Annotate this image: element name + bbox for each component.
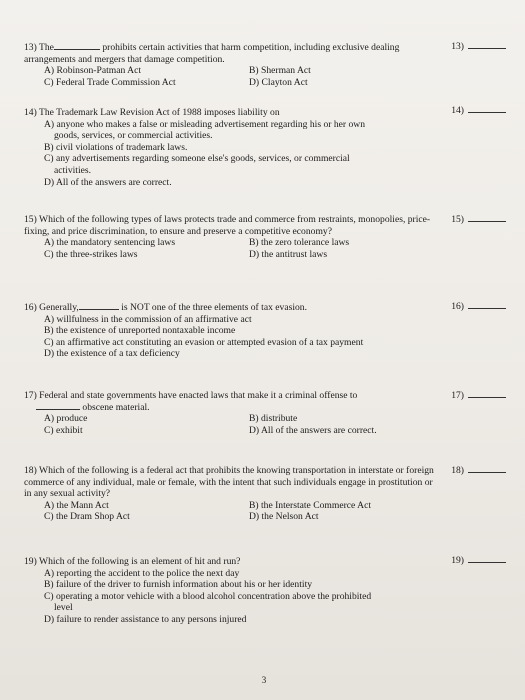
- question-14-option-c-cont: activities.: [54, 164, 92, 176]
- answer-line-18: 18): [442, 464, 512, 477]
- question-18-options: [24, 500, 434, 523]
- question-13: [24, 42, 434, 88]
- question-13-option-c: C) Federal Trade Commission Act: [44, 76, 176, 88]
- answer-blank-19: [468, 554, 506, 563]
- question-18-option-b: B) the Interstate Commerce Act: [249, 499, 372, 511]
- question-16-blank: [79, 309, 119, 310]
- question-16: [24, 302, 434, 360]
- question-14-option-a-cont: goods, services, or commercial activities.: [54, 130, 213, 142]
- question-13-option-a: A) Robinson-Patman Act: [44, 65, 141, 77]
- question-18-stem: 18) Which of the following is a federal act that prohibits the knowing transportation in interstate or foreign commerce of any individual, male or female, with the intent that such individuals engage in prostitution or in any sexual activity?: [24, 465, 434, 500]
- question-16-option-d: D) the existence of a tax deficiency: [44, 348, 180, 360]
- answer-blank-17: [468, 389, 506, 398]
- question-15-option-c: C) the three-strikes laws: [44, 248, 138, 260]
- question-14-option-a: A) anyone who makes a false or misleading advertisement regarding his or her own: [44, 118, 366, 130]
- question-15-stem: 15) Which of the following types of laws protects trade and commerce from restraints, monopolies, price-fixing, and price discrimination, to ensure and preserve a competitive economy?: [24, 214, 431, 237]
- answer-line-16: 16): [442, 300, 512, 313]
- question-19-option-b: B) failure of the driver to furnish information about his or her identity: [44, 579, 313, 591]
- question-16-option-a: A) willfulness in the commission of an affirmative act: [44, 313, 252, 325]
- question-13-options: [24, 65, 434, 88]
- question-17-option-d: D) All of the answers are correct.: [249, 424, 377, 436]
- question-13-blank: [54, 49, 100, 50]
- question-18-option-c: C) the Dram Shop Act: [44, 511, 130, 523]
- question-17: [24, 390, 434, 436]
- question-16-option-b: B) the existence of unreported nontaxable income: [44, 325, 236, 337]
- question-19-option-d: D) failure to render assistance to any persons injured: [44, 613, 247, 625]
- question-17-stem-cont: obscene material.: [24, 402, 434, 414]
- question-15-option-d: D) the antitrust laws: [249, 248, 328, 260]
- answer-line-17: 17): [442, 389, 512, 402]
- question-13-option-b: B) Sherman Act: [249, 65, 311, 77]
- answer-blank-13: [468, 40, 506, 49]
- answer-blank-18: [468, 464, 506, 473]
- question-19-option-c-cont: level: [54, 602, 73, 614]
- question-17-options: [24, 413, 434, 436]
- question-14-stem: 14) The Trademark Law Revision Act of 1988 imposes liability on: [24, 107, 280, 118]
- question-19-stem: 19) Which of the following is an element of hit and run?: [24, 556, 241, 567]
- question-14-option-d: D) All of the answers are correct.: [44, 176, 172, 188]
- answer-blank-15: [468, 213, 506, 222]
- question-18-option-d: D) the Nelson Act: [249, 511, 319, 523]
- question-15-option-a: A) the mandatory sentencing laws: [44, 237, 176, 249]
- question-15: [24, 214, 434, 260]
- question-13-stem: 13) The prohibits certain activities that harm competition, including exclusive dealing arrangements and mergers that damage competition.: [24, 42, 400, 65]
- question-19-option-c: C) operating a motor vehicle with a blood alcohol concentration above the prohibited: [44, 590, 372, 602]
- question-19-option-a: A) reporting the accident to the police the next day: [44, 567, 240, 579]
- question-17-option-b: B) distribute: [249, 413, 298, 425]
- page-number: 3: [261, 675, 267, 685]
- question-17-option-c: C) exhibit: [44, 424, 83, 436]
- answer-line-14: 14): [442, 104, 512, 117]
- question-19: [24, 556, 434, 626]
- answer-line-15: 15): [442, 213, 512, 226]
- question-16-option-c: C) an affirmative act constituting an evasion or attempted evasion of a tax payment: [44, 336, 364, 348]
- question-16-stem: 16) Generally, is NOT one of the three elements of tax evasion.: [24, 302, 307, 313]
- question-13-option-d: D) Clayton Act: [249, 76, 308, 88]
- question-15-options: [24, 237, 434, 260]
- answer-blank-16: [468, 300, 506, 309]
- question-18-option-a: A) the Mann Act: [44, 499, 109, 511]
- question-14: [24, 107, 434, 188]
- question-18: [24, 465, 434, 523]
- answer-line-19: 19): [442, 554, 512, 567]
- question-14-option-b: B) civil violations of trademark laws.: [44, 141, 188, 153]
- question-17-stem: 17) Federal and state governments have enacted laws that make it a criminal offense to: [24, 390, 358, 401]
- question-17-blank: [36, 409, 80, 410]
- question-17-option-a: A) produce: [44, 413, 88, 425]
- answer-blank-14: [468, 104, 506, 113]
- question-15-option-b: B) the zero tolerance laws: [249, 237, 350, 249]
- answer-line-13: 13): [442, 40, 512, 53]
- question-14-option-c: C) any advertisements regarding someone else's goods, services, or commercial: [44, 153, 350, 165]
